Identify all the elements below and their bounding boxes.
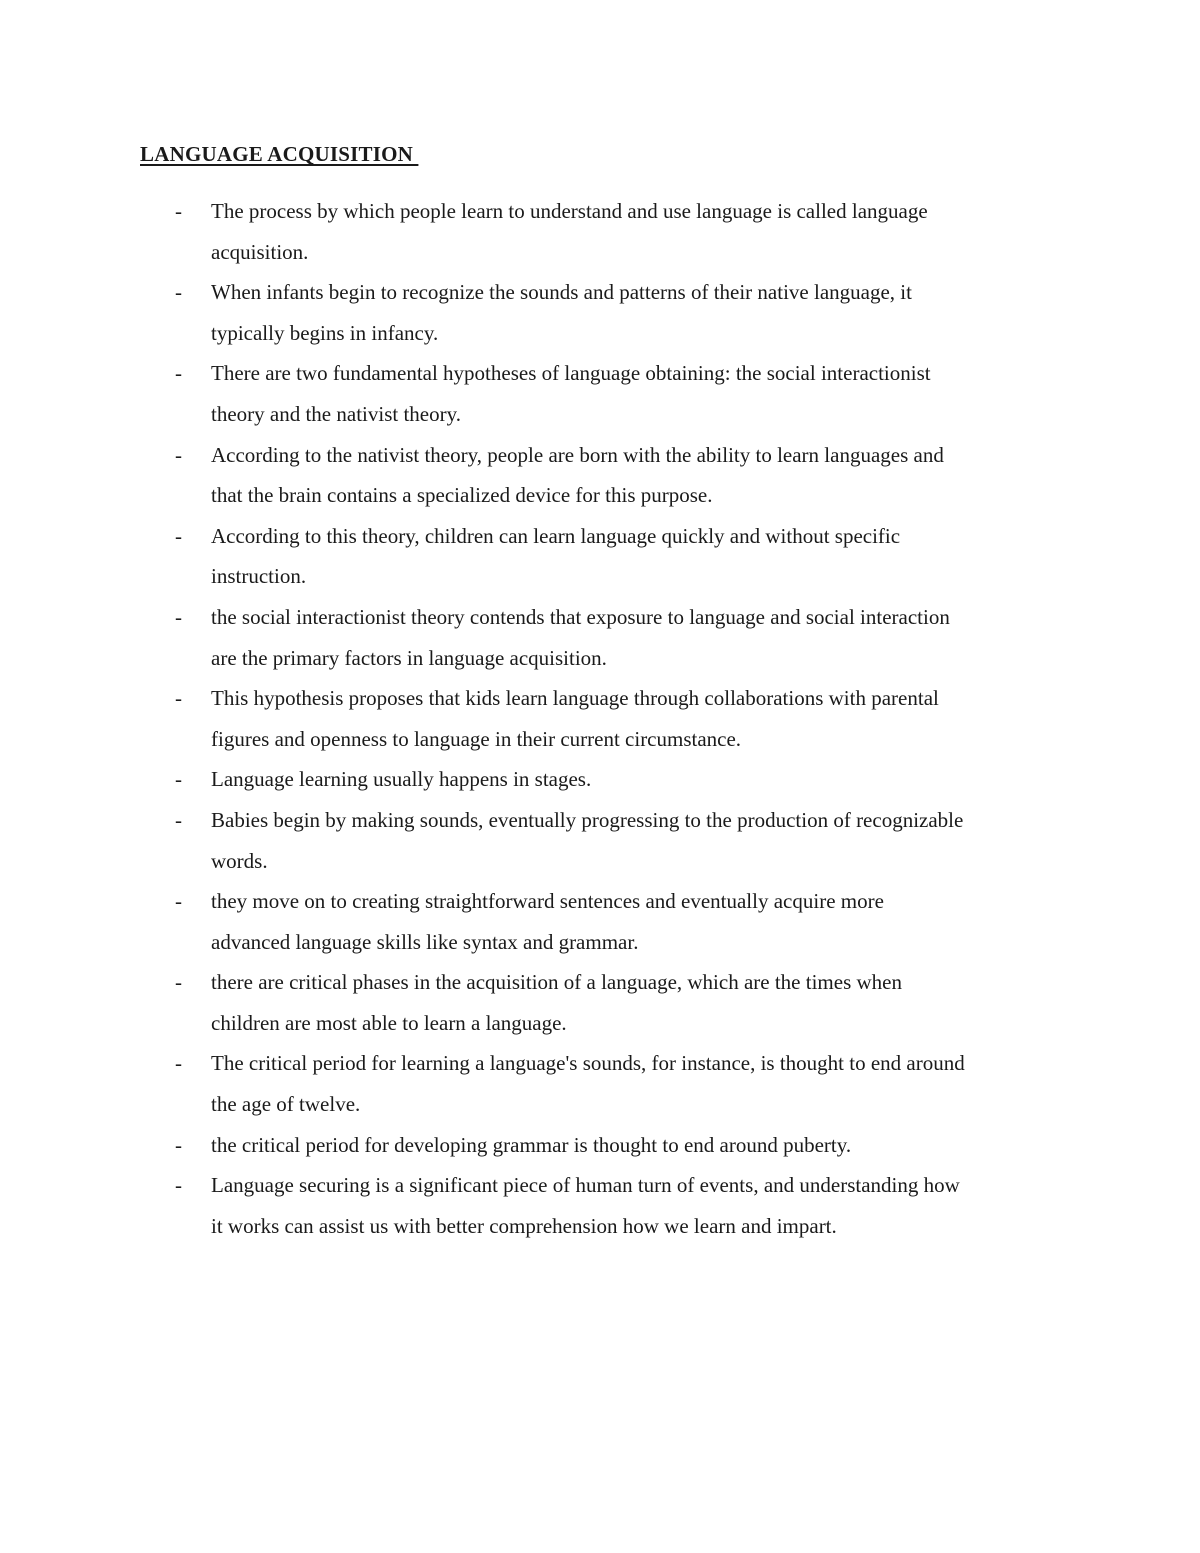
bullet-dash: -: [175, 361, 182, 386]
list-item: [0, 272, 1071, 353]
bullet-text-line-2: children are most able to learn a language.: [211, 1010, 567, 1035]
bullet-text-line-2: advanced language skills like syntax and grammar.: [211, 929, 639, 954]
bullet-text-line-1: the social interactionist theory contends that exposure to language and social interaction: [211, 604, 950, 629]
bullet-text-line-1: According to the nativist theory, people are born with the ability to learn languages and: [211, 442, 944, 467]
bullet-text-line-1: The process by which people learn to understand and use language is called language: [211, 199, 928, 223]
bullet-text-line-1: There are two fundamental hypotheses of language obtaining: the social interactionist: [211, 361, 931, 386]
bullet-text-line-2: it works can assist us with better comprehension how we learn and impart.: [211, 1213, 837, 1238]
bullet-text-line-1: When infants begin to recognize the sounds and patterns of their native language, it: [211, 280, 912, 305]
bullet-text-line-2: acquisition.: [211, 239, 309, 264]
list-item: [0, 800, 1071, 881]
list-item: [0, 881, 1071, 962]
list-item: [0, 759, 1071, 800]
bullet-text-line-1: Language securing is a significant piece of human turn of events, and understanding how: [211, 1173, 960, 1198]
bullet-dash: -: [175, 767, 182, 792]
bullet-dash: -: [175, 442, 182, 467]
bullet-text-line-2: theory and the nativist theory.: [211, 401, 461, 426]
bullet-text-line-2: words.: [211, 848, 268, 873]
list-item: [0, 1165, 1071, 1246]
bullet-dash: -: [175, 280, 182, 305]
bullet-text-line-1: there are critical phases in the acquisition of a language, which are the times when: [211, 970, 902, 995]
list-item: [0, 435, 1071, 516]
bullet-text-line-1: The critical period for learning a language's sounds, for instance, is thought to end around: [211, 1051, 965, 1076]
bullet-text-line-2: instruction.: [211, 564, 307, 589]
list-item: [0, 353, 1071, 434]
list-item: [0, 597, 1071, 678]
bullet-dash: -: [175, 604, 182, 629]
list-item: [0, 191, 1071, 272]
bullet-text-line-1: Babies begin by making sounds, eventually progressing to the production of recognizable: [211, 807, 964, 832]
list-item: [0, 1125, 1071, 1166]
list-item: [0, 1043, 1071, 1124]
bullet-text-line-1: they move on to creating straightforward sentences and eventually acquire more: [211, 889, 884, 914]
list-item: [0, 962, 1071, 1043]
bullet-list: [0, 191, 1200, 1246]
bullet-dash: -: [175, 523, 182, 548]
bullet-dash: -: [175, 1132, 182, 1157]
bullet-text-line-1: According to this theory, children can learn language quickly and without specific: [211, 523, 901, 548]
bullet-dash: -: [175, 199, 182, 223]
bullet-text-line-2: figures and openness to language in their current circumstance.: [211, 726, 742, 751]
bullet-text-line-2: that the brain contains a specialized device for this purpose.: [211, 483, 713, 508]
bullet-dash: -: [175, 1051, 182, 1076]
bullet-text-line-1: This hypothesis proposes that kids learn language through collaborations with parental: [211, 686, 939, 711]
bullet-text-line-2: the age of twelve.: [211, 1092, 361, 1117]
list-item: [0, 678, 1071, 759]
bullet-text-line-1: the critical period for developing grammar is thought to end around puberty.: [211, 1132, 852, 1157]
bullet-dash: -: [175, 686, 182, 711]
bullet-dash: -: [175, 970, 182, 995]
bullet-text-line-2: typically begins in infancy.: [211, 320, 439, 345]
bullet-dash: -: [175, 807, 182, 832]
document-title: LANGUAGE ACQUISITION: [140, 142, 419, 166]
bullet-dash: -: [175, 889, 182, 914]
bullet-dash: -: [175, 1173, 182, 1198]
bullet-text-line-2: are the primary factors in language acquisition.: [211, 645, 607, 670]
list-item: [0, 516, 1071, 597]
bullet-text-line-1: Language learning usually happens in stages.: [211, 767, 592, 792]
